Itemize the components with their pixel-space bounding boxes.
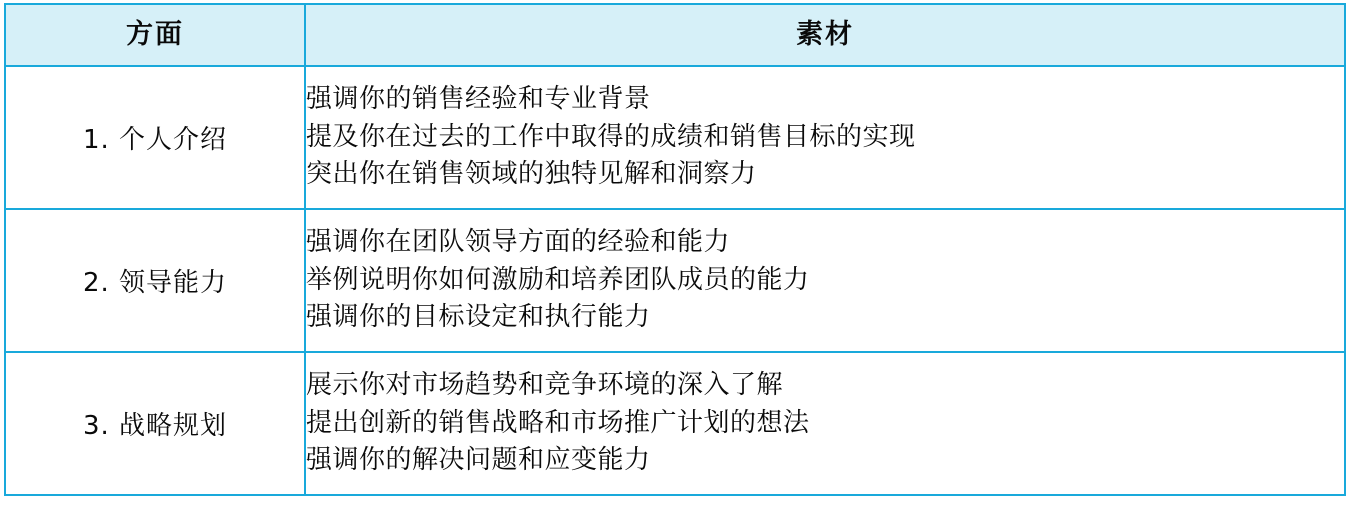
material-line: 强调你的目标设定和执行能力 [306,302,651,333]
material-line: 强调你的销售经验和专业背景 [306,83,651,114]
aspect-cell: 2. 领导能力 [5,209,305,352]
table-body [5,66,1345,495]
column-header-material [305,4,1345,66]
material-line: 举例说明你如何激励和培养团队成员的能力 [306,264,810,295]
table-row [5,209,1345,352]
table-header [5,4,1345,66]
material-line: 展示你对市场趋势和竞争环境的深入了解 [306,369,784,400]
material-line: 突出你在销售领域的独特见解和洞察力 [306,159,757,190]
material-line: 强调你在团队领导方面的经验和能力 [306,226,731,257]
table-row [5,352,1345,495]
interview-preparation-table [4,3,1346,496]
table-header-row [5,4,1345,66]
aspect-cell: 1. 个人介绍 [5,66,305,209]
column-header-aspect [5,4,305,66]
material-cell [305,352,1345,495]
table-row [5,66,1345,209]
material-cell [305,66,1345,209]
aspect-cell: 3. 战略规划 [5,352,305,495]
column-header-material-label: 素材 [796,19,854,50]
material-cell [305,209,1345,352]
material-line: 提及你在过去的工作中取得的成绩和销售目标的实现 [306,121,916,152]
column-header-aspect-label: 方面 [126,19,184,50]
material-line: 强调你的解决问题和应变能力 [306,445,651,476]
material-line: 提出创新的销售战略和市场推广计划的想法 [306,407,810,438]
document-page [0,3,1348,522]
